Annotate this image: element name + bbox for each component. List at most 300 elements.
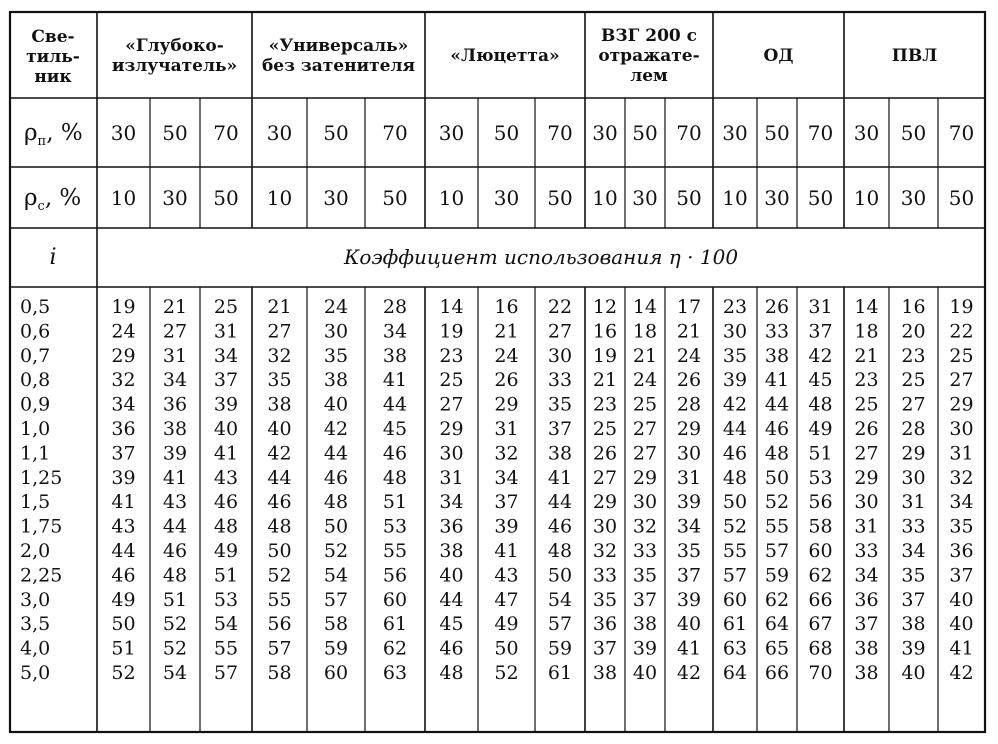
coefficient-cell: 29 [111,344,136,367]
coefficient-cell: 52 [267,564,292,587]
coefficient-cell: 44 [267,466,292,489]
coefficient-cell: 34 [162,369,188,392]
coefficient-cell: 36 [854,588,879,611]
rho-p-value: 70 [948,121,975,145]
coefficient-cell: 27 [632,418,658,440]
coefficient-cell: 58 [267,662,292,684]
coefficient-cell: 38 [162,418,188,440]
i-value: 3,5 [20,613,51,636]
coefficient-cell: 46 [382,442,408,465]
coefficient-cell: 48 [323,491,349,514]
coefficient-cell: 28 [382,296,408,318]
coefficient-cell: 34 [854,564,879,587]
coefficient-cell: 51 [808,442,833,465]
coefficient-cell: 39 [632,637,658,660]
coefficient-cell: 16 [592,320,618,343]
coefficient-cell: 44 [162,515,188,538]
coefficient-cell: 43 [494,564,519,587]
coefficient-cell: 21 [162,296,188,318]
coefficient-cell: 21 [676,320,702,343]
coefficient-cell: 25 [213,296,239,318]
coefficient-cell: 34 [949,491,974,514]
coefficient-cell: 40 [439,564,464,587]
coefficient-cell: 45 [808,369,833,392]
coefficient-cell: 37 [111,442,136,465]
coefficient-cell: 58 [808,515,833,538]
coefficient-cell: 46 [764,418,790,440]
coefficient-cell: 41 [547,466,573,489]
coefficient-cell: 40 [949,588,974,611]
coefficient-cell: 26 [592,442,618,465]
coefficient-cell: 52 [323,540,349,562]
coefficient-cell: 33 [901,515,926,538]
rho-p-value: 50 [632,121,658,145]
coefficient-cell: 46 [267,491,292,514]
coefficient-cell: 31 [808,296,833,318]
coefficient-cell: 37 [949,564,974,587]
i-value: 0,5 [20,296,51,318]
rho-p-value: 30 [722,121,748,145]
coefficient-cell: 46 [547,515,573,538]
coefficient-cell: 21 [267,296,292,318]
coefficient-cell: 55 [764,515,790,538]
coefficient-cell: 66 [808,588,833,611]
coefficient-cell: 19 [949,296,974,318]
coefficient-cell: 31 [439,466,464,489]
coefficient-cell: 30 [901,466,926,489]
rho-c-value: 10 [110,186,137,210]
coefficient-cell: 66 [764,662,790,684]
coefficient-cell: 24 [494,344,519,367]
coefficient-cell: 51 [382,491,408,514]
coefficient-cell: 48 [764,442,790,465]
coefficient-cell: 35 [592,588,618,611]
i-value: 1,0 [20,418,51,440]
coefficient-cell: 42 [676,662,702,684]
coefficient-cell: 37 [676,564,702,587]
coefficient-cell: 26 [676,369,702,392]
coefficient-cell: 41 [111,491,136,514]
coefficient-cell: 34 [382,320,408,343]
i-value: 0,6 [20,320,51,343]
coefficient-cell: 40 [323,393,349,416]
coefficient-cell: 23 [592,393,618,416]
coefficient-cell: 50 [722,491,748,514]
coefficient-cell: 29 [632,466,658,489]
coefficient-cell: 39 [111,466,136,489]
coefficient-cell: 33 [632,540,658,562]
coefficient-cell: 55 [382,540,408,562]
coefficient-cell: 49 [213,540,239,562]
rho-c-value: 10 [266,186,293,210]
coefficient-cell: 49 [808,418,833,440]
coefficient-cell: 53 [808,466,833,489]
coefficient-cell: 61 [722,613,748,636]
coefficient-cell: 30 [592,515,618,538]
coefficient-cell: 43 [162,491,188,514]
coefficient-cell: 48 [722,466,748,489]
coefficient-cell: 33 [547,369,573,392]
coefficient-cell: 51 [162,588,188,611]
coefficient-cell: 34 [111,393,136,416]
coefficient-cell: 41 [382,369,408,392]
coefficient-cell: 52 [764,491,790,514]
luminaire-header: отражате- [598,46,700,66]
coefficient-cell: 25 [901,369,926,392]
corner-label: тиль- [26,47,80,67]
coefficient-cell: 27 [547,320,573,343]
coefficient-cell: 35 [323,344,349,367]
coefficient-cell: 35 [676,540,702,562]
coefficient-cell: 23 [722,296,748,318]
coefficient-cell: 32 [111,369,136,392]
coefficient-cell: 35 [267,369,292,392]
coefficient-cell: 26 [854,418,879,440]
coefficient-cell: 27 [267,320,292,343]
rho-p-value: 50 [900,121,927,145]
rho-c-value: 30 [632,186,658,210]
coefficient-cell: 29 [854,466,879,489]
coefficient-cell: 22 [547,296,573,318]
coefficient-cell: 46 [111,564,136,587]
coefficient-cell: 49 [111,588,136,611]
coefficient-cell: 38 [439,540,464,562]
coefficient-cell: 37 [901,588,926,611]
coefficient-cell: 65 [764,637,790,660]
coefficient-cell: 12 [592,296,618,318]
coefficient-cell: 14 [439,296,464,318]
coefficient-cell: 37 [632,588,658,611]
coefficient-cell: 48 [267,515,292,538]
coefficient-cell: 35 [632,564,658,587]
rho-p-value: 30 [266,121,293,145]
coefficient-cell: 37 [592,637,618,660]
coefficient-cell: 42 [722,393,748,416]
coefficient-cell: 38 [323,369,349,392]
coefficient-cell: 45 [439,613,464,636]
coefficient-cell: 19 [439,320,464,343]
coefficient-cell: 38 [592,662,618,684]
coefficient-cell: 32 [494,442,519,465]
coefficient-cell: 41 [213,442,239,465]
coefficient-cell: 40 [901,662,926,684]
coefficient-cell: 36 [592,613,618,636]
rho-c-label: $\rho_с$, % [24,185,82,214]
rho-p-value: 30 [592,121,618,145]
i-value: 4,0 [20,637,51,660]
coefficient-cell: 40 [213,418,239,440]
luminaire-header: излучатель» [111,56,238,76]
coefficient-cell: 25 [592,418,618,440]
coefficient-cell: 62 [808,564,833,587]
luminaire-header: ВЗГ 200 с [600,26,698,46]
coefficient-cell: 32 [949,466,974,489]
coefficient-cell: 47 [494,588,519,611]
i-value: 5,0 [20,662,51,684]
coefficient-cell: 49 [494,613,519,636]
coefficient-cell: 57 [213,662,239,684]
coefficient-cell: 61 [547,662,573,684]
coefficient-cell: 63 [722,637,748,660]
coefficient-cell: 46 [722,442,748,465]
coefficient-cell: 23 [439,344,464,367]
i-value: 1,1 [20,442,51,465]
coefficient-cell: 36 [111,418,136,440]
rho-p-value: 30 [853,121,880,145]
coefficient-cell: 52 [162,613,188,636]
i-label: i [49,245,57,270]
rho-c-value: 10 [722,186,748,210]
coefficient-cell: 59 [323,637,349,660]
coefficient-cell: 52 [722,515,748,538]
coefficient-cell: 54 [547,588,573,611]
coefficient-cell: 21 [632,344,658,367]
coefficient-cell: 37 [494,491,519,514]
coefficient-cell: 40 [632,662,658,684]
coefficient-cell: 51 [213,564,239,587]
coefficient-cell: 30 [439,442,464,465]
coefficient-cell: 55 [722,540,748,562]
coefficient-cell: 57 [722,564,748,587]
coefficient-cell: 30 [854,491,879,514]
coefficient-cell: 16 [494,296,519,318]
coefficient-cell: 44 [722,418,748,440]
coefficient-cell: 31 [213,320,239,343]
coefficient-cell: 56 [382,564,408,587]
coefficient-cell: 37 [808,320,833,343]
coefficient-cell: 24 [676,344,702,367]
coefficient-cell: 46 [439,637,464,660]
rho-p-value: 30 [110,121,137,145]
i-value: 0,7 [20,344,51,367]
rho-c-value: 50 [213,186,239,210]
coefficient-cell: 38 [547,442,573,465]
coefficient-cell: 40 [949,613,974,636]
coefficient-cell: 28 [901,418,926,440]
coefficient-cell: 37 [854,613,879,636]
coefficient-cell: 27 [592,466,618,489]
coefficient-cell: 27 [632,442,658,465]
coefficient-cell: 50 [494,637,519,660]
coefficient-cell: 33 [764,320,790,343]
coefficient-cell: 19 [111,296,136,318]
coefficient-cell: 46 [213,491,239,514]
coefficient-cell: 27 [901,393,926,416]
coefficient-cell: 25 [632,393,658,416]
i-value: 1,5 [20,491,51,514]
coefficient-cell: 34 [676,515,702,538]
coefficient-cell: 68 [808,637,833,660]
luminaire-header: «Универсаль» [268,36,409,56]
coefficient-cell: 62 [382,637,408,660]
coefficient-cell: 30 [722,320,748,343]
coefficient-cell: 24 [111,320,136,343]
coefficient-cell: 43 [213,466,239,489]
i-value: 0,8 [20,369,51,392]
coefficient-cell: 42 [949,662,974,684]
coefficient-cell: 64 [764,613,790,636]
coefficient-cell: 42 [323,418,349,440]
coefficient-cell: 20 [901,320,926,343]
coefficient-cell: 57 [764,540,790,562]
coefficient-cell: 37 [213,369,239,392]
luminaire-header: лем [630,66,668,86]
coefficient-cell: 36 [949,540,974,562]
coefficient-cell: 50 [323,515,349,538]
coefficient-cell: 29 [592,491,618,514]
coefficient-cell: 35 [722,344,748,367]
coefficient-cell: 24 [632,369,658,392]
rho-c-value: 30 [493,186,520,210]
coefficient-cell: 43 [111,515,136,538]
coefficient-cell: 30 [676,442,702,465]
rho-p-value: 70 [676,121,702,145]
coefficient-cell: 52 [162,637,188,660]
coefficient-cell: 25 [949,344,974,367]
coefficient-cell: 31 [949,442,974,465]
luminaire-header: ОД [763,46,794,66]
coefficient-cell: 59 [547,637,573,660]
rho-c-value: 30 [323,186,349,210]
coefficient-cell: 32 [267,344,292,367]
coefficient-cell: 52 [111,662,136,684]
rho-c-value: 10 [853,186,880,210]
coefficient-cell: 14 [854,296,879,318]
coefficient-cell: 59 [764,564,790,587]
rho-p-value: 70 [213,121,239,145]
coefficient-cell: 37 [547,418,573,440]
coefficient-cell: 22 [949,320,974,343]
coefficient-cell: 44 [547,491,573,514]
coefficient-cell: 31 [901,491,926,514]
coefficient-cell: 40 [676,613,702,636]
coefficient-cell: 23 [854,369,879,392]
coefficient-cell: 36 [439,515,464,538]
coefficient-cell: 17 [676,296,702,318]
coefficient-cell: 19 [592,344,618,367]
coefficient-cell: 50 [547,564,573,587]
coefficient-cell: 56 [808,491,833,514]
coefficient-cell: 38 [632,613,658,636]
coefficient-cell: 57 [267,637,292,660]
coefficient-cell: 41 [764,369,790,392]
coefficient-cell: 56 [267,613,292,636]
coefficient-cell: 26 [764,296,790,318]
coefficient-cell: 41 [676,637,702,660]
coefficient-cell: 38 [901,613,926,636]
coefficient-cell: 30 [547,344,573,367]
coefficient-cell: 35 [547,393,573,416]
coefficient-cell: 16 [901,296,926,318]
coefficient-cell: 38 [382,344,408,367]
coefficient-cell: 34 [439,491,464,514]
coefficient-cell: 53 [382,515,408,538]
corner-label: ник [34,67,72,87]
coefficient-cell: 38 [854,662,879,684]
coefficient-cell: 50 [111,613,136,636]
rho-p-label: $\rho_п$, % [24,120,83,149]
coefficient-cell: 57 [547,613,573,636]
coefficient-cell: 34 [494,466,519,489]
coefficient-cell: 29 [494,393,519,416]
coefficient-cell: 55 [213,637,239,660]
rho-p-value: 50 [493,121,520,145]
coefficient-cell: 58 [323,613,349,636]
i-value: 1,25 [20,466,63,489]
coefficient-cell: 21 [854,344,879,367]
coefficient-cell: 36 [162,393,188,416]
coefficient-cell: 25 [439,369,464,392]
rho-c-value: 50 [676,186,702,210]
coefficient-cell: 29 [439,418,464,440]
coefficient-cell: 60 [722,588,748,611]
coefficient-cell: 46 [323,466,349,489]
coefficient-cell: 53 [213,588,239,611]
coefficient-cell: 27 [439,393,464,416]
coefficient-cell: 39 [722,369,748,392]
coefficient-cell: 28 [676,393,702,416]
coefficient-cell: 60 [323,662,349,684]
coefficient-cell: 21 [592,369,618,392]
rho-c-value: 50 [547,186,573,210]
coefficient-cell: 14 [632,296,658,318]
coefficient-cell: 60 [382,588,408,611]
rho-c-value: 10 [592,186,618,210]
coefficient-cell: 62 [764,588,790,611]
rho-c-value: 50 [807,186,834,210]
coefficient-cell: 41 [162,466,188,489]
coefficient-cell: 25 [854,393,879,416]
coefficient-cell: 24 [323,296,349,318]
rho-p-value: 70 [382,121,408,145]
coefficient-cell: 31 [676,466,702,489]
coefficient-cell: 48 [547,540,573,562]
luminaire-header: без затенителя [261,56,416,76]
rho-c-value: 30 [900,186,927,210]
coefficient-cell: 39 [213,393,239,416]
coefficient-cell: 57 [323,588,349,611]
coefficient-cell: 51 [111,637,136,660]
coefficient-cell: 39 [676,491,702,514]
coefficient-cell: 38 [764,344,790,367]
coefficient-cell: 54 [162,662,188,684]
coefficient-cell: 48 [213,515,239,538]
coefficient-cell: 32 [632,515,658,538]
coefficient-cell: 44 [439,588,464,611]
rho-p-value: 50 [323,121,349,145]
coefficient-cell: 21 [494,320,519,343]
coefficient-cell: 34 [901,540,926,562]
rho-c-value: 50 [948,186,975,210]
rho-c-value: 30 [162,186,188,210]
i-value: 2,0 [20,540,51,562]
coefficient-cell: 48 [162,564,188,587]
coefficient-cell: 30 [949,418,974,440]
coefficient-cell: 27 [162,320,188,343]
i-value: 3,0 [20,588,51,611]
table-caption: Коэффициент использования η · 100 [343,245,739,269]
coefficient-cell: 30 [632,491,658,514]
coefficient-cell: 61 [382,613,408,636]
coefficient-cell: 33 [592,564,618,587]
coefficient-cell: 40 [267,418,292,440]
rho-c-value: 30 [764,186,790,210]
coefficient-cell: 18 [854,320,879,343]
coefficient-cell: 27 [854,442,879,465]
i-value: 2,25 [20,564,63,587]
coefficient-cell: 30 [323,320,349,343]
coefficient-cell: 54 [323,564,349,587]
